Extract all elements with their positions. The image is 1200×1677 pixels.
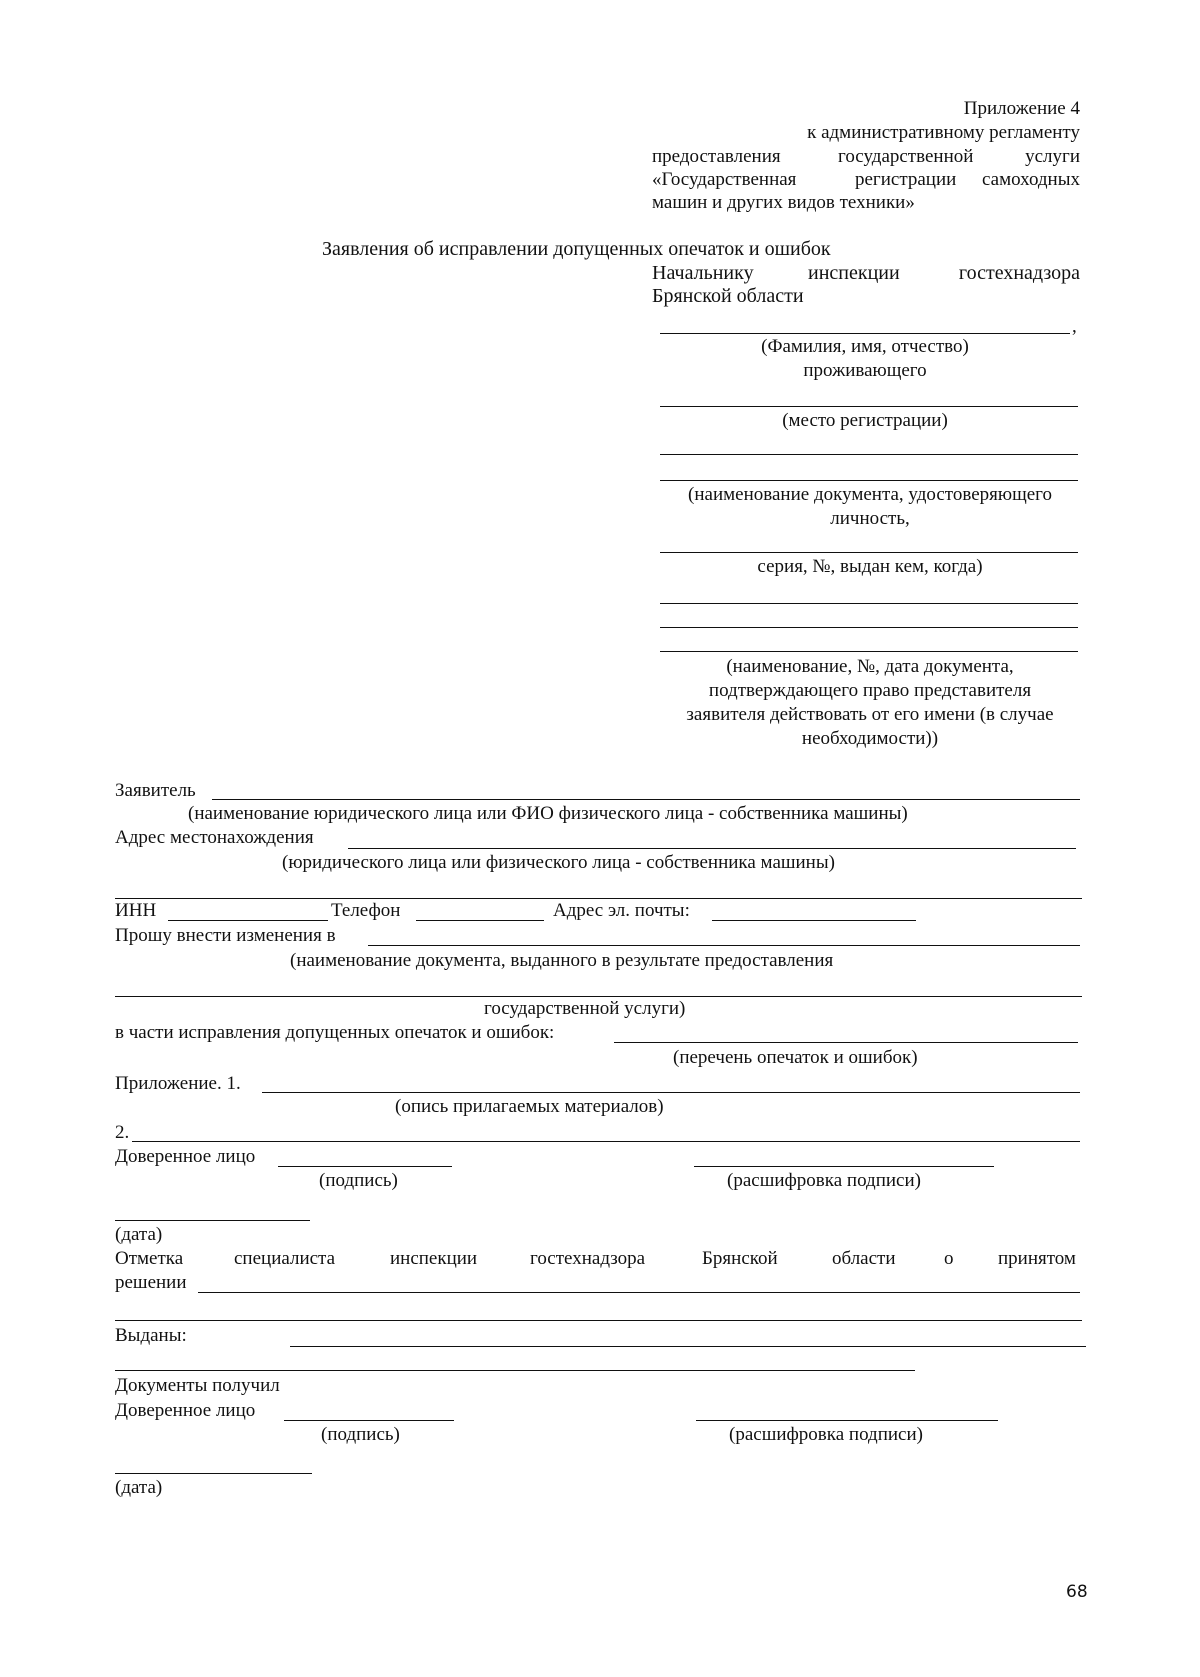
rep-caption-4: необходимости)) xyxy=(801,728,939,749)
attachment-caption: (опись прилагаемых материалов) xyxy=(395,1096,664,1117)
inn-label: ИНН xyxy=(115,900,157,921)
fio-line xyxy=(660,333,1070,334)
addressee-word-2: инспекции xyxy=(808,262,900,284)
id-line-2 xyxy=(660,480,1078,481)
decision-line-1 xyxy=(198,1292,1080,1293)
request-caption-1: (наименование документа, выданного в результате предоставления xyxy=(290,950,834,971)
mark-word-5: Брянской xyxy=(702,1248,778,1269)
trustee-signature-line xyxy=(278,1166,452,1167)
appendix-number: Приложение 4 xyxy=(963,98,1080,119)
attachment-item-2: 2. xyxy=(115,1122,130,1143)
rep-caption-1: (наименование, №, дата документа, xyxy=(726,656,1014,677)
date-caption: (дата) xyxy=(115,1224,163,1245)
id-caption-3: серия, №, выдан кем, когда) xyxy=(757,556,983,577)
decision-label: решении xyxy=(115,1272,187,1293)
mark-word-7: о xyxy=(944,1248,954,1269)
appendix-line-4c: самоходных xyxy=(982,169,1080,190)
mark-word-3: инспекции xyxy=(390,1248,478,1269)
addressee-word-1: Начальнику xyxy=(652,262,754,284)
date-line-2 xyxy=(115,1473,312,1474)
appendix-line-2: к административному регламенту xyxy=(807,122,1080,143)
id-line-1 xyxy=(660,454,1078,455)
issued-label: Выданы: xyxy=(115,1325,187,1346)
mark-word-6: области xyxy=(832,1248,896,1269)
fio-comma: , xyxy=(1072,316,1077,337)
email-line xyxy=(712,920,916,921)
fio-caption: (Фамилия, имя, отчество) xyxy=(761,336,969,357)
address-label: Адрес местонахождения xyxy=(115,827,314,848)
trustee-signature-line-2 xyxy=(284,1420,454,1421)
attachment-line-1 xyxy=(262,1092,1080,1093)
residing-label: проживающего xyxy=(803,360,927,381)
appendix-line-4a: «Государственная xyxy=(652,169,797,190)
issued-line-2 xyxy=(115,1370,915,1371)
id-caption-1: (наименование документа, удостоверяющего xyxy=(688,484,1052,505)
decision-line-2 xyxy=(115,1320,1082,1321)
attachment-label: Приложение. 1. xyxy=(115,1073,241,1094)
request-line-2 xyxy=(115,996,1082,997)
appendix-line-3a: предоставления xyxy=(652,146,781,167)
rep-caption-2: подтверждающего право представителя xyxy=(708,680,1032,701)
request-line xyxy=(368,945,1080,946)
decode-caption: (расшифровка подписи) xyxy=(727,1170,921,1191)
request-label: Прошу внести изменения в xyxy=(115,925,336,946)
address-caption: (юридического лица или физического лица - собственника машины) xyxy=(282,852,835,873)
page-number: 68 xyxy=(1066,1582,1088,1602)
rep-line-1 xyxy=(660,603,1078,604)
mark-word-2: специалиста xyxy=(234,1248,336,1269)
appendix-line-5: машин и других видов техники» xyxy=(652,192,915,213)
phone-label: Телефон xyxy=(331,900,401,921)
document-title: Заявления об исправлении допущенных опечаток и ошибок xyxy=(322,238,831,260)
issued-line-1 xyxy=(290,1346,1086,1347)
phone-line xyxy=(416,920,544,921)
trustee-label: Доверенное лицо xyxy=(115,1146,256,1167)
inn-line xyxy=(168,920,328,921)
trustee-decode-line-2 xyxy=(696,1420,998,1421)
attachment-line-2 xyxy=(132,1141,1080,1142)
request-caption-2: государственной услуги) xyxy=(484,998,686,1019)
rep-line-2 xyxy=(660,627,1078,628)
addressee-region: Брянской области xyxy=(652,285,804,307)
appendix-line-3c: услуги xyxy=(1025,146,1080,167)
decode-caption-2: (расшифровка подписи) xyxy=(729,1424,923,1445)
id-caption-2: личность, xyxy=(830,508,910,529)
email-label: Адрес эл. почты: xyxy=(553,900,690,921)
mark-word-4: гостехнадзора xyxy=(530,1248,646,1269)
date-line xyxy=(115,1220,310,1221)
received-label: Документы получил xyxy=(115,1375,280,1396)
id-line-3 xyxy=(660,552,1078,553)
registration-caption: (место регистрации) xyxy=(782,410,948,431)
signature-caption: (подпись) xyxy=(319,1170,398,1191)
applicant-label: Заявитель xyxy=(115,780,196,801)
mark-word-8: принятом xyxy=(998,1248,1076,1269)
addressee-word-3: гостехнадзора xyxy=(958,262,1080,284)
errors-label: в части исправления допущенных опечаток и ошибок: xyxy=(115,1022,555,1043)
registration-line xyxy=(660,406,1078,407)
mark-word-1: Отметка xyxy=(115,1248,184,1269)
date-caption-2: (дата) xyxy=(115,1477,163,1498)
signature-caption-2: (подпись) xyxy=(321,1424,400,1445)
rep-caption-3: заявителя действовать от его имени (в случае xyxy=(686,704,1054,725)
trustee-label-2: Доверенное лицо xyxy=(115,1400,256,1421)
appendix-line-3b: государственной xyxy=(838,146,974,167)
errors-caption: (перечень опечаток и ошибок) xyxy=(673,1047,918,1068)
applicant-caption: (наименование юридического лица или ФИО физического лица - собственника машины) xyxy=(188,803,908,824)
rep-line-3 xyxy=(660,651,1078,652)
address-line xyxy=(348,848,1076,849)
applicant-line xyxy=(212,799,1080,800)
errors-line xyxy=(614,1042,1078,1043)
address-line-2 xyxy=(115,898,1082,899)
trustee-decode-line xyxy=(694,1166,994,1167)
appendix-line-4b: регистрации xyxy=(855,169,957,190)
